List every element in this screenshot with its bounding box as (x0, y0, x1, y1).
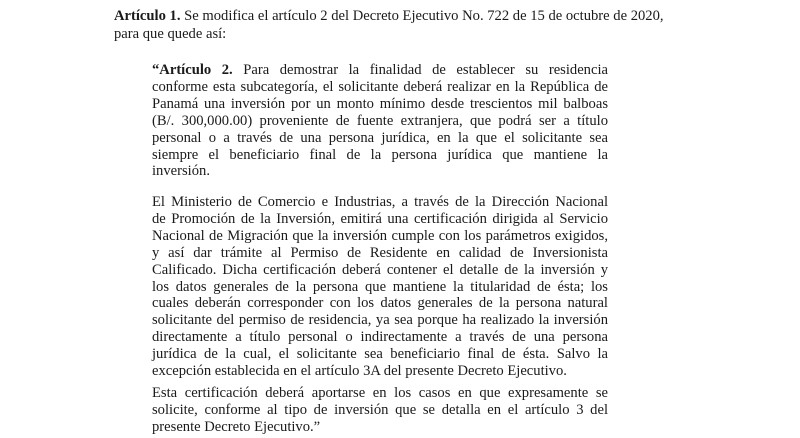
paragraph-2-line-2: de Promoción de la Inversión, emitirá una certificación dirigida al Servicio (152, 210, 608, 227)
paragraph-2-line-1: El Ministerio de Comercio e Industrias, a través de la Dirección Nacional (152, 194, 608, 210)
paragraph-2-line-10: jurídica de la cual, el solicitante sea beneficiario final de ésta. Salvo la (152, 346, 608, 363)
paragraph-1-line-1 (152, 62, 608, 79)
paragraph-2-line-4: y así dar trámite al Permiso de Residente en calidad de Inversionista (152, 244, 608, 261)
paragraph-2-line-6: los datos generales de la persona que mantiene la titularidad de ésta; los (152, 278, 608, 295)
article-1-label: Artículo 1. (114, 8, 181, 24)
paragraph-2-line-8: solicitante del permiso de residencia, ya sea porque ha realizado la inversión (152, 312, 608, 329)
article-1-line-2: para que quede así: (114, 26, 227, 42)
paragraph-1-line-4: (B/. 300,000.00) proveniente de fuente extranjera, que podrá ser a título (152, 112, 608, 129)
paragraph-2-line-7: cuales deberán corresponder con los datos generales de la persona natural (152, 295, 608, 312)
paragraph-1-line-3: Panamá una inversión por un monto mínimo desde trescientos mil balboas (152, 95, 608, 112)
article-2-label: “Artículo 2. (152, 62, 233, 78)
paragraph-1-line-5: personal o a través de una persona jurídica, en la que el solicitante sea (152, 129, 608, 146)
paragraph-1-line-6: siempre el beneficiario final de la persona jurídica que mantiene la (152, 146, 608, 163)
paragraph-1-line-2: conforme esta subcategoría, el solicitante deberá realizar en la República de (152, 78, 608, 95)
paragraph-2-line-5: Calificado. Dicha certificación deberá contener el detalle de la inversión y (152, 261, 608, 278)
paragraph-3-line-2: solicite, conforme al tipo de inversión que se detalla en el artículo 3 del (152, 401, 608, 418)
paragraph-1-text: Para demostrar la finalidad de establecer su residencia (243, 62, 608, 78)
paragraph-1-line-7: inversión. (152, 163, 210, 180)
paragraph-3-line-1: Esta certificación deberá aportarse en los casos en que expresamente se (152, 385, 608, 401)
article-1-line-1 (114, 6, 664, 26)
paragraph-2-line-11: excepción establecida en el artículo 3A del presente Decreto Ejecutivo. (152, 363, 567, 379)
paragraph-2-line-9: directamente a título personal o indirectamente a través de una persona (152, 329, 608, 346)
paragraph-3-line-3: presente Decreto Ejecutivo.” (152, 418, 321, 435)
article-1-text: Se modifica el artículo 2 del Decreto Ejecutivo No. 722 de 15 de octubre de 2020, (184, 8, 664, 24)
paragraph-2-line-3: Nacional de Migración que la inversión cumple con los parámetros exigidos, (152, 227, 608, 244)
